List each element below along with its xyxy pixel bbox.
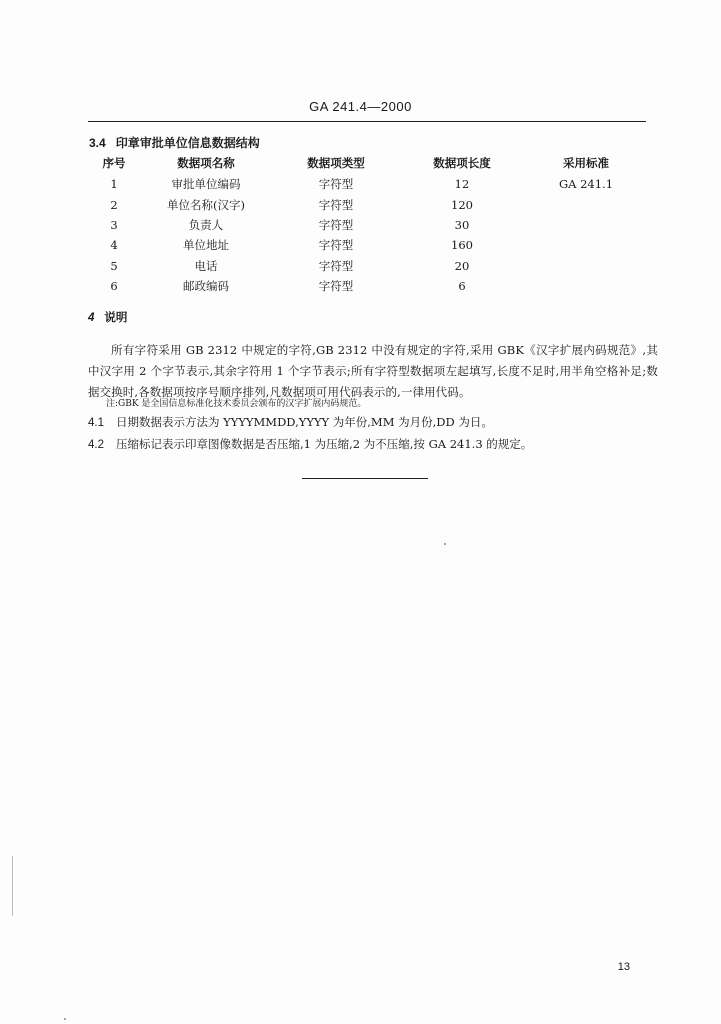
explanation-paragraph: 所有字符采用 GB 2312 中规定的字符,GB 2312 中没有规定的字符,采用 GBK《汉字扩展内码规范》,其中汉字用 2 个字节表示,其余字符用 1 个字节表示;所有字符型数据项左起填写,长度不足时,用半角空格补足;数据交换时,各数据项按序号顺序排列,凡数据项可用代码表示的,一律用代码。 [88,343,658,399]
cell-type: 字符型 [318,258,354,273]
cell-name: 电话 [194,258,218,273]
table-row [88,256,648,276]
column-header-length: 数据项长度 [433,156,491,170]
table-row [88,276,648,296]
cell-length: 20 [454,258,470,273]
table-row [88,215,648,235]
cell-standard [524,215,648,235]
cell-length: 160 [451,238,473,253]
cell-length: 30 [454,217,470,232]
cell-no: 6 [110,279,118,294]
cell-no: 2 [110,197,118,212]
cell-name: 审批单位编码 [171,177,241,192]
page-number: 13 [617,961,630,973]
table-row [88,235,648,255]
cell-name: 单位名称(汉字) [167,197,245,212]
table-row [88,174,648,194]
cell-name: 负责人 [188,217,224,232]
gbk-note: 注:GBK 是全国信息标准化技术委员会颁布的汉字扩展内码规范。 [106,399,367,409]
section-number: 3.4 [89,136,106,150]
section-title: 说明 [104,310,128,324]
section-4-heading [88,307,658,329]
data-structure-table [88,152,648,296]
cell-type: 字符型 [318,217,354,232]
table-header-row [88,152,648,174]
cell-length: 6 [458,279,466,294]
cell-no: 1 [110,177,118,192]
column-header-no: 序号 [102,156,126,170]
scan-edge-mark [12,856,13,916]
clause-4-1 [88,412,658,434]
cell-name: 单位地址 [183,238,229,253]
column-header-standard: 采用标准 [563,156,609,170]
cell-standard [524,276,648,296]
section-3-4-heading [89,134,260,151]
cell-standard [524,194,648,214]
section-number: 4 [88,312,95,324]
cell-no: 4 [110,238,118,253]
cell-standard [524,235,648,255]
table-row [88,194,648,214]
standard-code-header: GA 241.4—2000 [309,99,412,114]
column-header-type: 数据项类型 [307,156,365,170]
scan-speck [64,1018,66,1020]
clause-text: 日期数据表示方法为 YYYYMMDD,YYYY 为年份,MM 为月份,DD 为日。 [116,415,493,429]
clause-number: 4.1 [88,417,104,429]
section-title: 印章审批单位信息数据结构 [115,136,260,150]
clause-number: 4.2 [88,439,104,451]
cell-length: 120 [451,197,473,212]
cell-standard [524,256,648,276]
cell-type: 字符型 [318,197,354,212]
cell-name: 邮政编码 [183,279,229,294]
scan-speck [444,543,446,545]
header-rule [88,121,646,122]
clause-text: 压缩标记表示印章图像数据是否压缩,1 为压缩,2 为不压缩,按 GA 241.3 的规定。 [116,437,533,451]
clause-4-2 [88,434,658,456]
column-header-name: 数据项名称 [177,156,235,170]
cell-length: 12 [454,177,470,192]
cell-standard: GA 241.1 [558,177,614,192]
cell-no: 3 [110,217,118,232]
cell-type: 字符型 [318,238,354,253]
end-of-document-rule [302,478,428,479]
cell-type: 字符型 [318,279,354,294]
cell-type: 字符型 [318,177,354,192]
cell-no: 5 [110,258,118,273]
